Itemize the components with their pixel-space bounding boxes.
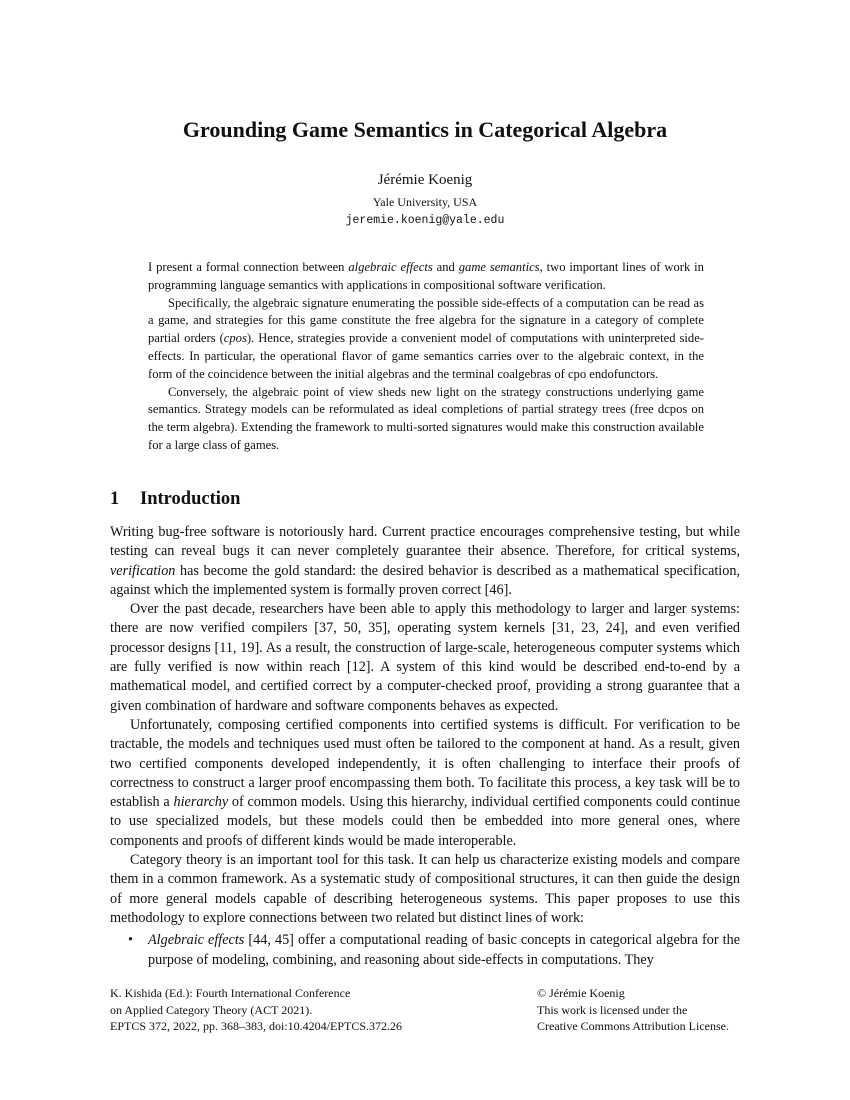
abstract-text: ). Hence, strategies provide a convenient model of computations with uninterpreted side-effects. In particular, the operational flavor of game semantics carries over to the algebraic context, in the form of the coincidence between the initial algebras and the terminal coalgebras of cpo endofunctors. xyxy=(148,331,704,381)
body-paragraph: Over the past decade, researchers have been able to apply this methodology to larger and larger systems: there are now verified compilers [37, 50, 35], operating system kernels [31, 23, 24], and even verified processor designs [11, 19]. As a result, the construction of large-scale, heterogeneous computer systems which are fully verified is now within reach [12]. A system of this kind would be described end-to-end by a mathematical model, and certified correct by a computer-checked proof, providing a strong guarantee that a given combination of hardware and software components behaves as expected. xyxy=(110,601,740,714)
body-paragraph xyxy=(110,523,740,600)
bullet-list xyxy=(110,931,740,970)
footer-line: This work is licensed under the xyxy=(537,1002,688,1017)
bullet-marker: • xyxy=(128,932,133,949)
abstract-paragraph xyxy=(148,259,704,295)
footer-line: on Applied Category Theory (ACT 2021). xyxy=(110,1002,313,1017)
footer-line: K. Kishida (Ed.): Fourth International Conference xyxy=(110,986,351,1000)
abstract-text: and xyxy=(432,260,459,274)
emphasis-term: verification xyxy=(110,562,176,579)
emphasis-term: cpos xyxy=(223,331,247,346)
abstract-paragraph xyxy=(148,295,704,384)
section-heading xyxy=(110,486,240,512)
paper-title: Grounding Game Semantics in Categorical Algebra xyxy=(182,117,668,142)
footer-line: EPTCS 372, 2022, pp. 368–383, doi:10.4204/EPTCS.372.26 xyxy=(110,1019,403,1033)
body-text-run: Writing bug-free software is notoriously hard. Current practice encourages comprehensive testing, but while testing can reveal bugs it can never completely guarantee their absence. Therefore, for critical systems, xyxy=(110,524,740,560)
section-number: 1 xyxy=(110,489,120,509)
section-title: Introduction xyxy=(140,489,241,509)
abstract-text: I present a formal connection between xyxy=(148,260,349,274)
footer-line: Creative Commons Attribution License. xyxy=(537,1019,729,1033)
body-text xyxy=(110,523,740,970)
footer-line: © Jérémie Koenig xyxy=(537,986,625,1000)
body-text-run: [44, 45] offer a computational reading of basic concepts in categorical algebra for the purpose of modeling, combining, and reasoning about side-effects in computations. They xyxy=(148,932,740,968)
emphasis-term: game semantics xyxy=(458,260,540,274)
list-item xyxy=(128,931,740,970)
abstract-text: , two important lines of work in programming language semantics with applications in compositional software verification. xyxy=(148,260,704,292)
author-email: jeremie.koenig@yale.edu xyxy=(345,214,505,227)
body-paragraph xyxy=(110,716,740,851)
body-text-run: has become the gold standard: the desired behavior is described as a mathematical specification, against which the implemented system is formally proven correct [46]. xyxy=(110,562,740,598)
abstract xyxy=(148,259,704,455)
emphasis-term: algebraic effects xyxy=(348,260,433,274)
emphasis-term: Algebraic effects xyxy=(148,932,245,949)
footer-license xyxy=(537,985,757,1035)
footer-publication-info xyxy=(110,985,450,1035)
body-paragraph: Category theory is an important tool for this task. It can help us characterize existing models and compare them in a common framework. As a systematic study of compositional structures, it can then guide the design of more general models capable of describing heterogeneous systems. This paper proposes to use this methodology to explore connections between two related but distinct lines of work: xyxy=(110,852,740,926)
body-text-run: Unfortunately, composing certified components into certified systems is difficult. For verification to be tractable, the models and techniques used must often be tailored to the component at hand. As a result, given two certified components developed independently, it is often challenging to interface their proofs of correctness to construct a larger proof encompassing them both. To facilitate this process, a key task will be to establish a xyxy=(110,716,740,811)
abstract-paragraph: Conversely, the algebraic point of view sheds new light on the strategy constructions underlying game semantics. Strategy models can be reformulated as ideal completions of partial strategy trees (free dcpos on the term algebra). Extending the framework to multi-sorted signatures would make this construction available for a large class of games. xyxy=(148,384,704,452)
body-text-run: of common models. Using this hierarchy, individual certified components could continue to use specialized models, but these models could then be embedded into more general ones, where components and proofs of different kinds would be made interoperable. xyxy=(110,794,740,849)
author-affiliation: Yale University, USA xyxy=(372,195,478,209)
emphasis-term: hierarchy xyxy=(173,794,229,811)
author-name: Jérémie Koenig xyxy=(377,172,473,188)
abstract-text: Specifically, the algebraic signature enumerating the possible side-effects of a computation can be read as a game, and strategies for this game constitute the free algebra for the signature in a category of complete partial orders ( xyxy=(148,295,704,346)
